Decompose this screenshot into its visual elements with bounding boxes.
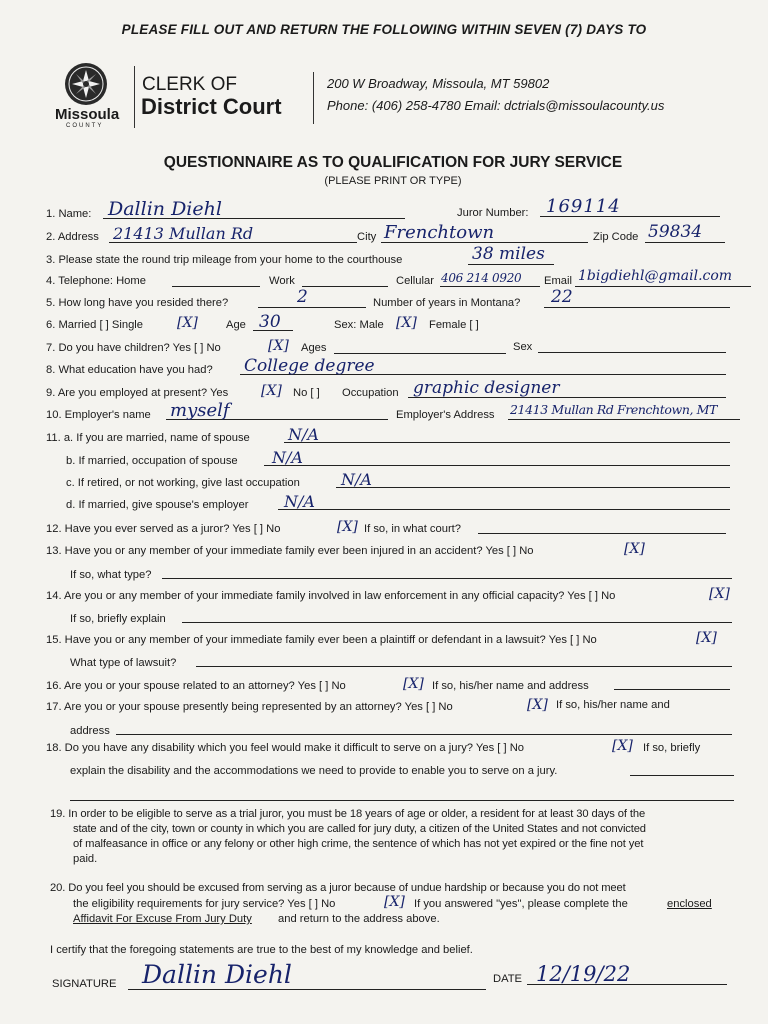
injury-type-field[interactable] (162, 578, 732, 579)
email-answer: 1bigdiehl@gmail.com (578, 268, 733, 284)
q4-label: 4. Telephone: Home (46, 275, 146, 287)
children-sex-label: Sex (513, 341, 533, 353)
sex-mf-label: Sex: Male (334, 319, 384, 331)
logo-sub: COUNTY (66, 123, 104, 129)
q2-label: 2. Address (46, 231, 99, 243)
q18c-label: explain the disability and the accommodations we need to provide to enable you to serve on a jury. (70, 765, 558, 777)
header-divider-2 (313, 72, 314, 124)
date-answer: 12/19/22 (536, 962, 631, 986)
q12-label: 12. Have you ever served as a juror? Yes [ ] No (46, 523, 281, 535)
q19-line-1: 19. In order to be eligible to serve as a trial juror, you must be 18 years of age or older, a resident for at least 30 days of the (50, 808, 646, 820)
clerk-line-2: District Court (141, 94, 282, 119)
years-montana-answer: 22 (551, 287, 573, 307)
county-seal-icon (64, 62, 108, 106)
female-label: Female [ ] (429, 319, 479, 331)
juror-number-answer: 169114 (546, 196, 621, 217)
juror-court-field[interactable] (478, 533, 726, 534)
city-label: City (357, 231, 377, 243)
juror-no-checkbox[interactable]: [X] (337, 519, 358, 535)
signature-label: SIGNATURE (52, 978, 117, 990)
logo-name: Missoula (55, 106, 120, 123)
date-label: DATE (493, 973, 523, 985)
home-phone-field[interactable] (172, 286, 260, 287)
header-divider (134, 66, 135, 128)
q11a-label: 11. a. If you are married, name of spouse (46, 432, 250, 444)
employer-answer: myself (170, 400, 230, 421)
education-answer: College degree (244, 356, 375, 376)
q19-line-2: state and of the city, town or county in which you are called for jury duty, a citizen of the United States and not convicted (73, 823, 646, 835)
excuse-no-checkbox[interactable]: [X] (384, 894, 405, 910)
court-contact: Phone: (406) 258-4780 Email: dctrials@missoulacounty.us (327, 98, 665, 113)
affidavit-link[interactable]: Affidavit For Excuse From Jury Duty (73, 913, 252, 925)
q15b-label: What type of lawsuit? (70, 657, 177, 669)
q6-label: 6. Married [ ] Single (46, 319, 144, 331)
years-montana-field[interactable] (544, 307, 730, 308)
resided-field[interactable] (258, 307, 366, 308)
age-label: Age (226, 319, 246, 331)
q11c-label: c. If retired, or not working, give last occupation (66, 477, 300, 489)
last-occupation-field[interactable] (336, 487, 730, 488)
q18b-label: If so, briefly (643, 742, 701, 754)
mileage-answer: 38 miles (472, 244, 545, 264)
lawsuit-type-field[interactable] (196, 666, 732, 667)
spouse-name-field[interactable] (284, 442, 730, 443)
zip-field[interactable] (645, 242, 725, 243)
q19-line-4: paid. (73, 853, 98, 865)
court-address: 200 W Broadway, Missoula, MT 59802 (327, 76, 550, 91)
q13-label: 13. Have you or any member of your immediate family ever been injured in an accident? Yes [ ] No (46, 545, 534, 557)
instruction-banner: PLEASE FILL OUT AND RETURN THE FOLLOWING WITHIN SEVEN (7) DAYS TO (121, 22, 647, 37)
occupation-answer: graphic designer (413, 378, 560, 398)
employed-yes-checkbox[interactable]: [X] (261, 383, 282, 399)
q20-line-3b: and return to the address above. (278, 913, 440, 925)
q17b-label: If so, his/her name and (556, 699, 670, 711)
q8-label: 8. What education have you had? (46, 364, 213, 376)
certify-statement: I certify that the foregoing statements are true to the best of my knowledge and belief. (50, 944, 473, 956)
signature-field[interactable] (128, 989, 486, 990)
attorney-related-field[interactable] (614, 689, 730, 690)
q9-label: 9. Are you employed at present? Yes (46, 387, 229, 399)
disability-explain-field[interactable] (630, 775, 734, 776)
q5-label: 5. How long have you resided there? (46, 297, 229, 309)
q3-label: 3. Please state the round trip mileage from your home to the courthouse (46, 254, 403, 266)
law-enforcement-no-checkbox[interactable]: [X] (709, 586, 730, 602)
work-phone-field[interactable] (302, 286, 388, 287)
q1-label: 1. Name: (46, 208, 92, 220)
injured-no-checkbox[interactable]: [X] (624, 541, 645, 557)
spouse-occupation-field[interactable] (264, 465, 730, 466)
spouse-occupation-answer: N/A (272, 448, 303, 467)
juror-number-label: Juror Number: (457, 207, 529, 219)
spouse-employer-answer: N/A (284, 492, 315, 511)
q20-line-2b: If you answered "yes", please complete the (414, 898, 628, 910)
disability-no-checkbox[interactable]: [X] (612, 738, 633, 754)
q7-label: 7. Do you have children? Yes [ ] No (46, 342, 221, 354)
q19-line-3: of malfeasance in office or any felony or other high crime, the sentence of which has not yet expired or the fine not yet (73, 838, 644, 850)
q16-label: 16. Are you or your spouse related to an attorney? Yes [ ] No (46, 680, 346, 692)
employer-address-field[interactable] (508, 419, 740, 420)
q18-label: 18. Do you have any disability which you feel would make it difficult to serve on a jury? Yes [ ] No (46, 742, 525, 754)
q13b-label: If so, what type? (70, 569, 152, 581)
cellular-field[interactable] (440, 286, 540, 287)
form-title: QUESTIONNAIRE AS TO QUALIFICATION FOR JURY SERVICE (163, 154, 623, 171)
resided-answer: 2 (297, 287, 308, 307)
occupation-label: Occupation (342, 387, 399, 399)
city-answer: Frenchtown (384, 222, 495, 243)
name-answer: Dallin Diehl (108, 198, 222, 220)
ages-label: Ages (301, 342, 327, 354)
age-answer: 30 (259, 312, 281, 332)
form-subtitle: (PLEASE PRINT OR TYPE) (324, 175, 462, 187)
mileage-field[interactable] (468, 264, 554, 265)
male-checkbox[interactable]: [X] (396, 315, 417, 331)
children-sex-field[interactable] (538, 352, 726, 353)
email-field[interactable] (575, 286, 751, 287)
q20-line-2a: the eligibility requirements for jury service? Yes [ ] No (73, 898, 336, 910)
cellular-answer: 406 214 0920 (441, 271, 522, 285)
email-label: Email (544, 275, 572, 287)
represented-no-checkbox[interactable]: [X] (527, 697, 548, 713)
spouse-employer-field[interactable] (278, 509, 730, 510)
address-answer: 21413 Mullan Rd (113, 224, 254, 243)
q14b-label: If so, briefly explain (70, 613, 166, 625)
law-enforcement-explain-field[interactable] (182, 622, 732, 623)
q12b-label: If so, in what court? (364, 523, 462, 535)
spouse-name-answer: N/A (288, 425, 319, 444)
q14-label: 14. Are you or any member of your immediate family involved in law enforcement in any official capacity? Yes [ ] No (46, 590, 616, 602)
represented-address-field[interactable] (116, 734, 732, 735)
years-montana-label: Number of years in Montana? (373, 297, 521, 309)
employed-no-label: No [ ] (293, 387, 320, 399)
single-checkbox[interactable]: [X] (177, 315, 198, 331)
q10-label: 10. Employer's name (46, 409, 151, 421)
q20-line-1: 20. Do you feel you should be excused from serving as a juror because of undue hardship or because you do not meet (50, 882, 626, 894)
q17c-label: address (70, 725, 110, 737)
disability-explain-field-2[interactable] (70, 800, 734, 801)
ages-field[interactable] (334, 353, 506, 354)
q17-label: 17. Are you or your spouse presently being represented by an attorney? Yes [ ] No (46, 701, 453, 713)
children-no-checkbox[interactable]: [X] (268, 338, 289, 354)
zip-answer: 59834 (648, 222, 703, 242)
enclosed-link[interactable]: enclosed (667, 898, 712, 910)
zip-label: Zip Code (593, 231, 639, 243)
employer-address-label: Employer's Address (396, 409, 495, 421)
attorney-related-no-checkbox[interactable]: [X] (403, 676, 424, 692)
last-occupation-answer: N/A (341, 470, 372, 489)
q11d-label: d. If married, give spouse's employer (66, 499, 249, 511)
q16b-label: If so, his/her name and address (432, 680, 589, 692)
signature-answer: Dallin Diehl (142, 960, 292, 989)
employer-address-answer: 21413 Mullan Rd Frenchtown, MT (510, 402, 717, 417)
work-label: Work (269, 275, 295, 287)
cellular-label: Cellular (396, 275, 434, 287)
q11b-label: b. If married, occupation of spouse (66, 455, 238, 467)
q15-label: 15. Have you or any member of your immediate family ever been a plaintiff or defendant in a lawsuit? Yes [ ] No (46, 634, 597, 646)
clerk-line-1: CLERK OF (142, 74, 238, 95)
lawsuit-no-checkbox[interactable]: [X] (696, 630, 717, 646)
